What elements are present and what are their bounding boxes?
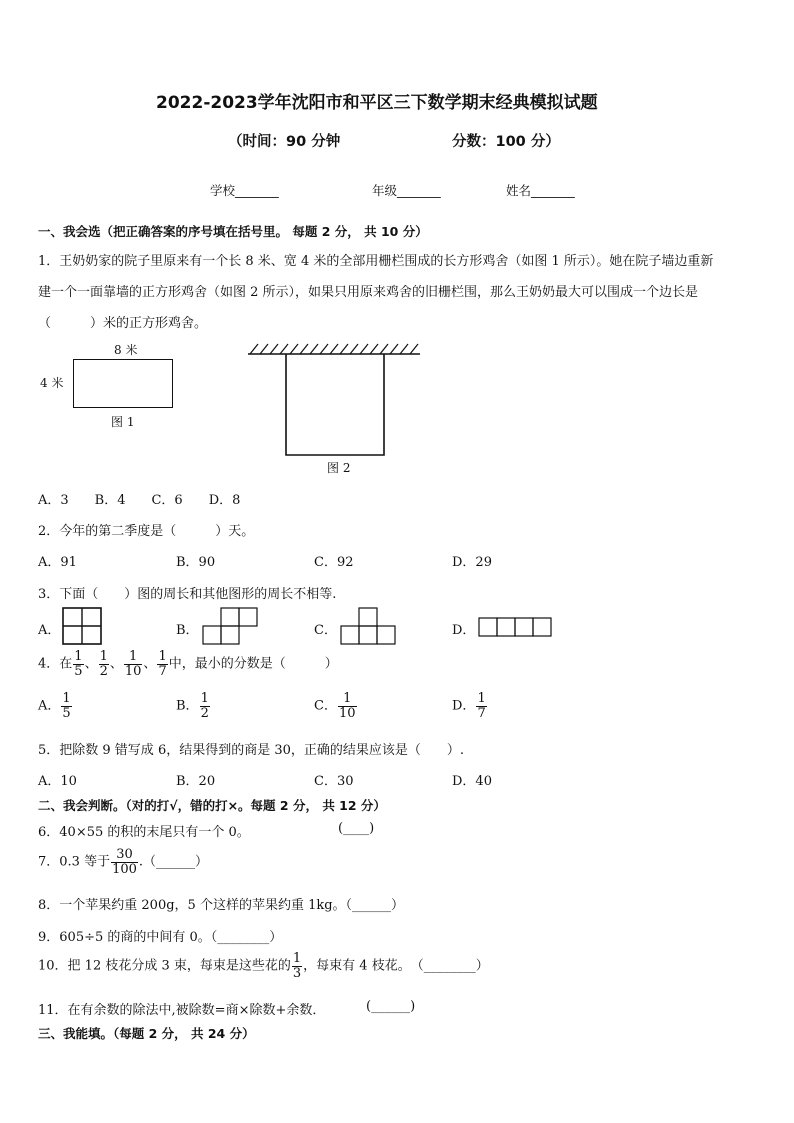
q2-stem: 2．今年的第二季度是（ ）天。 <box>38 524 255 539</box>
grade-field: 年级_______ <box>372 183 441 198</box>
q2-option-d: D．29 <box>452 555 492 570</box>
q8-text: 8．一个苹果约重 200g，5 个这样的苹果约重 1kg。（______） <box>38 898 405 913</box>
q4-stem: 4．在 $\frac{1}{5}$ 、 $\frac{1}{2}$ 、 $\frac{1}{10}$ 、 $\frac{1}{7}$ 中，最小的分数是（ ） <box>38 649 338 679</box>
q3-shape-d <box>478 617 554 639</box>
q4-fraction-1: $\frac{1}{5}$ <box>74 649 83 679</box>
q3-option-b: B． <box>176 623 199 638</box>
q5-option-c: C．30 <box>314 774 354 789</box>
section2-heading: 二、我会判断。（对的打√，错的打×。每题 2 分， 共 12 分） <box>38 798 386 813</box>
section3-heading: 三、我能填。（每题 2 分， 共 24 分） <box>38 1026 255 1041</box>
q4-option-b: B． $\frac{1}{2}$ <box>176 691 209 721</box>
fig2-diagram <box>246 342 422 458</box>
fig1-caption: 图 1 <box>111 415 135 429</box>
q4-fraction-4: $\frac{1}{7}$ <box>158 649 167 679</box>
fig2-caption: 图 2 <box>327 461 351 475</box>
q4-fraction-3: $\frac{1}{10}$ <box>124 649 142 679</box>
q1-line2: 建一个一面靠墙的正方形鸡舍（如图 2 所示），如果只用原来鸡舍的旧栅栏围，那么王奶奶最大可以围成一个边长是 <box>38 285 699 300</box>
q5-option-b: B．20 <box>176 774 216 789</box>
q2-option-c: C．92 <box>314 555 354 570</box>
q2-option-b: B．90 <box>176 555 216 570</box>
q10-fraction: $\frac{1}{3}$ <box>292 951 302 981</box>
q3-option-d: D． <box>452 623 476 638</box>
q4-fraction-2: $\frac{1}{2}$ <box>99 649 108 679</box>
q9-text: 9．605÷5 的商的中间有 0。（________） <box>38 930 283 945</box>
score-label: 分数：100 分） <box>452 134 560 150</box>
time-label: （时间：90 分钟 <box>228 134 341 150</box>
q3-option-c: C． <box>314 623 337 638</box>
name-field: 姓名_______ <box>506 183 575 198</box>
q3-stem: 3．下面（ ）图的周长和其他图形的周长不相等. <box>38 587 337 602</box>
q5-option-d: D．40 <box>452 774 492 789</box>
q1-options: A．3 B．4 C．6 D．8 <box>38 493 241 508</box>
q3-option-a: A． <box>38 623 61 638</box>
q1-line1: 1．王奶奶家的院子里原来有一个长 8 米、宽 4 米的全部用栅栏围成的长方形鸡舍（如图 1 所示）。她在院子墙边重新 <box>38 254 714 269</box>
q4-prefix: 4．在 <box>38 656 73 672</box>
q3-shape-b <box>202 607 260 647</box>
q6-text: 6．40×55 的积的末尾只有一个 0。 <box>38 825 250 840</box>
q5-option-a: A．10 <box>38 774 77 789</box>
q4-option-d: D． $\frac{1}{7}$ <box>452 691 486 721</box>
q4-suffix: 中，最小的分数是（ ） <box>168 656 338 672</box>
q10-text: 10．把 12 枝花分成 3 束，每束是这些花的 $\frac{1}{3}$ ，每束有 4 枝花。 （________） <box>38 951 489 981</box>
q4-option-c: C． $\frac{1}{10}$ <box>314 691 356 721</box>
q3-shape-a <box>62 607 104 647</box>
q3-shape-c <box>340 607 398 647</box>
q6-blank: (____) <box>338 821 375 836</box>
q7-text: 7．0.3 等于 $\frac{30}{100}$ .（______） <box>38 847 209 877</box>
q11-blank: (______) <box>366 999 416 1014</box>
q7-fraction: $\frac{30}{100}$ <box>112 847 137 877</box>
q5-stem: 5．把除数 9 错写成 6，结果得到的商是 30，正确的结果应该是（ ）. <box>38 743 465 758</box>
q1-line3: （ ）米的正方形鸡舍。 <box>38 316 208 331</box>
fig1-rectangle <box>73 359 173 408</box>
q11-text: 11．在有余数的除法中,被除数=商×除数+余数． <box>38 1003 326 1018</box>
page-title: 2022-2023学年沈阳市和平区三下数学期末经典模拟试题 <box>156 93 598 113</box>
q2-option-a: A．91 <box>38 555 77 570</box>
fig1-top-label: 8 米 <box>114 343 138 357</box>
fig1-left-label: 4 米 <box>40 376 64 390</box>
q4-option-a: A． $\frac{1}{5}$ <box>38 691 71 721</box>
section1-heading: 一、我会选（把正确答案的序号填在括号里。 每题 2 分， 共 10 分） <box>38 224 428 239</box>
school-field: 学校_______ <box>210 183 279 198</box>
